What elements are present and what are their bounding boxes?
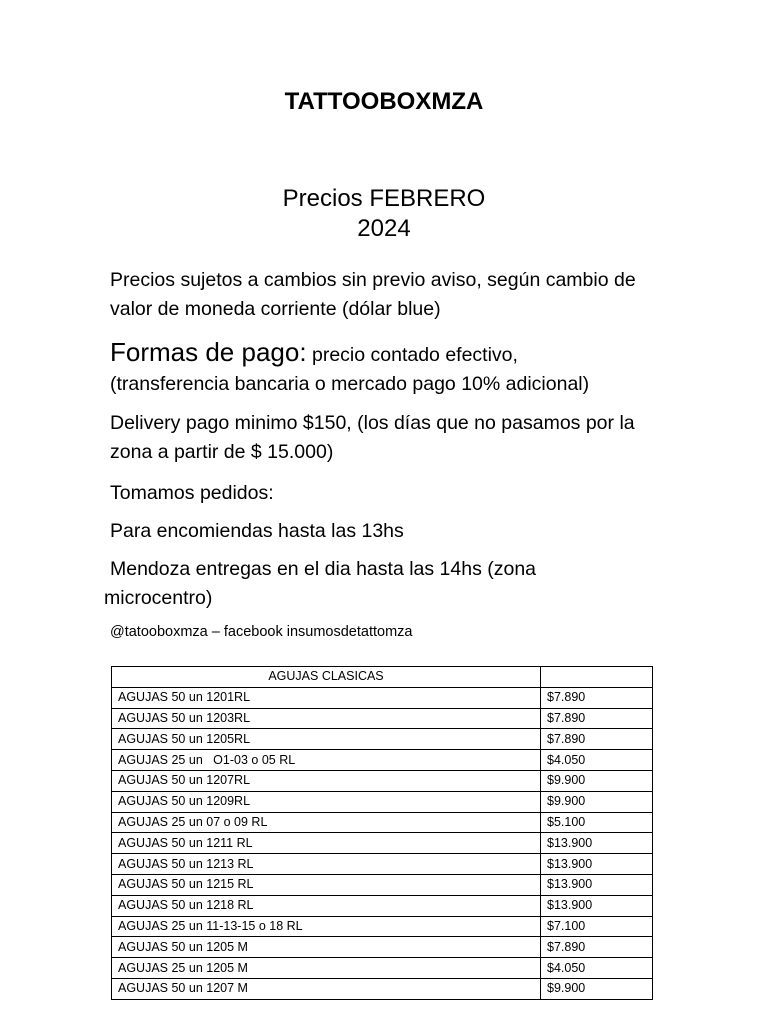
row-item-price: $4.050	[541, 750, 653, 771]
row-item-name: AGUJAS 50 un 1205 M	[112, 937, 541, 958]
row-item-name: AGUJAS 50 un 1203RL	[112, 708, 541, 729]
table-row	[112, 978, 653, 999]
payment-heading: Formas de pago:	[110, 337, 307, 367]
row-item-name: AGUJAS 50 un 1211 RL	[112, 833, 541, 854]
table-header-row	[112, 667, 653, 688]
orders-info: Tomamos pedidos:	[110, 482, 274, 504]
table-row	[112, 833, 653, 854]
page-subtitle	[0, 184, 768, 244]
table-row	[112, 937, 653, 958]
row-item-price: $7.100	[541, 916, 653, 937]
subtitle-month: Precios FEBRERO	[282, 185, 486, 212]
table-row	[112, 791, 653, 812]
table-row	[112, 854, 653, 875]
row-item-name: AGUJAS 50 un 1215 RL	[112, 874, 541, 895]
row-item-name: AGUJAS 50 un 1209RL	[112, 791, 541, 812]
row-item-price: $7.890	[541, 687, 653, 708]
row-item-price: $13.900	[541, 895, 653, 916]
table-row	[112, 874, 653, 895]
row-item-name: AGUJAS 50 un 1205RL	[112, 729, 541, 750]
delivery-info: Delivery pago minimo $150, (los días que no pasamos por la zona a partir de $ 15.000)	[110, 412, 635, 463]
payment-text-2: (transferencia bancaria o mercado pago 10% adicional)	[110, 373, 590, 395]
row-item-price: $5.100	[541, 812, 653, 833]
row-item-price: $7.890	[541, 708, 653, 729]
row-item-price: $13.900	[541, 874, 653, 895]
row-item-price: $13.900	[541, 833, 653, 854]
page-title: TATTOOBOXMZA	[284, 88, 484, 115]
row-item-price: $9.900	[541, 978, 653, 999]
row-item-name: AGUJAS 50 un 1207RL	[112, 770, 541, 791]
row-item-price: $13.900	[541, 854, 653, 875]
table-row	[112, 687, 653, 708]
mendoza-line-2: microcentro)	[104, 587, 213, 609]
row-item-name: AGUJAS 50 un 1213 RL	[112, 854, 541, 875]
shipping-info: Para encomiendas hasta las 13hs	[110, 520, 404, 542]
row-item-name: AGUJAS 25 un 11-13-15 o 18 RL	[112, 916, 541, 937]
payment-methods	[110, 338, 670, 399]
table-row	[112, 708, 653, 729]
table-row	[112, 958, 653, 979]
mendoza-delivery-info	[104, 555, 664, 613]
table-header-item: AGUJAS CLASICAS	[112, 667, 541, 688]
price-table	[111, 666, 653, 1000]
subtitle-year: 2024	[357, 215, 411, 242]
social-handles: @tatooboxmza – facebook insumosdetattomza	[110, 624, 413, 640]
table-row	[112, 750, 653, 771]
row-item-name: AGUJAS 25 un 1205 M	[112, 958, 541, 979]
row-item-price: $7.890	[541, 729, 653, 750]
payment-text: precio contado efectivo,	[306, 344, 518, 366]
table-row	[112, 812, 653, 833]
row-item-price: $9.900	[541, 770, 653, 791]
table-row	[112, 729, 653, 750]
row-item-name: AGUJAS 25 un O1-03 o 05 RL	[112, 750, 541, 771]
table-header-price	[541, 667, 653, 688]
row-item-name: AGUJAS 50 un 1207 M	[112, 978, 541, 999]
mendoza-line-1: Mendoza entregas en el dia hasta las 14hs (zona	[110, 558, 537, 580]
row-item-price: $7.890	[541, 937, 653, 958]
table-row	[112, 916, 653, 937]
table-row	[112, 895, 653, 916]
row-item-name: AGUJAS 50 un 1218 RL	[112, 895, 541, 916]
price-disclaimer: Precios sujetos a cambios sin previo aviso, según cambio de valor de moneda corriente (dólar blue)	[110, 269, 636, 320]
row-item-name: AGUJAS 50 un 1201RL	[112, 687, 541, 708]
row-item-price: $4.050	[541, 958, 653, 979]
row-item-name: AGUJAS 25 un 07 o 09 RL	[112, 812, 541, 833]
row-item-price: $9.900	[541, 791, 653, 812]
table-row	[112, 770, 653, 791]
